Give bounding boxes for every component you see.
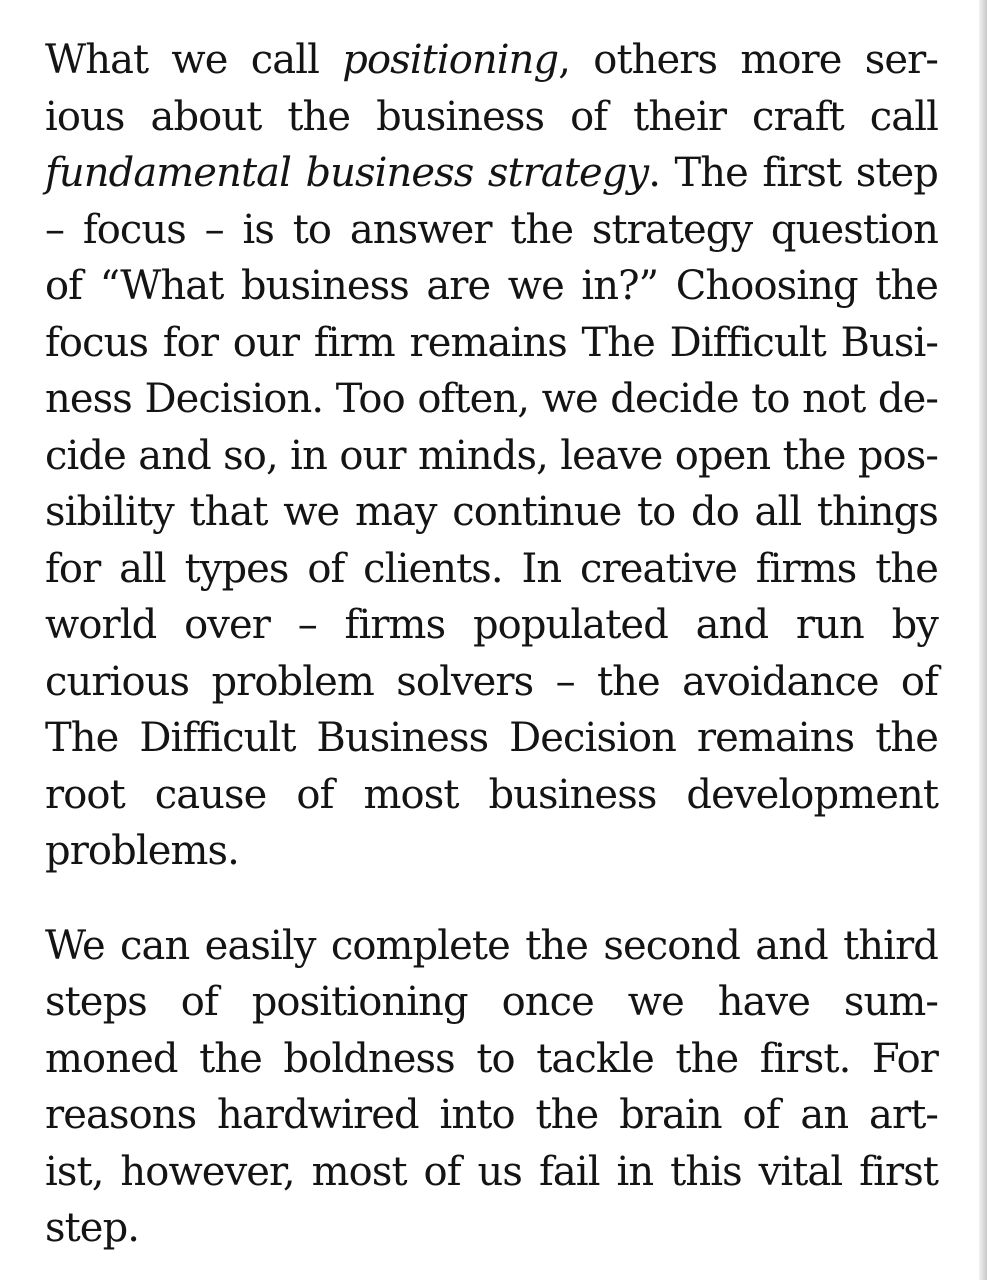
text-line xyxy=(45,484,938,541)
body-text xyxy=(45,32,938,1257)
text-line xyxy=(45,918,938,975)
text-line xyxy=(45,1200,938,1257)
text-segment: focus for our firm remains The Difficult Busi- xyxy=(45,319,938,366)
page-edge-shadow xyxy=(979,0,987,1280)
text-line xyxy=(45,145,938,202)
text-segment: What we call xyxy=(45,37,343,83)
text-line xyxy=(45,710,938,767)
text-segment: moned the boldness to tackle the first. For xyxy=(45,1035,938,1082)
text-segment: ness Decision. Too often, we decide to not de- xyxy=(45,376,938,422)
text-segment: The Difficult Business Decision remains the xyxy=(45,715,938,761)
text-line xyxy=(45,767,938,824)
text-line xyxy=(45,315,938,372)
text-line xyxy=(45,258,938,315)
text-segment: problems. xyxy=(45,828,239,874)
text-segment: , others more ser- xyxy=(558,37,938,83)
text-segment: for all types of clients. In creative firms the xyxy=(45,545,938,592)
italic-text: positioning xyxy=(342,37,559,83)
italic-text: fundamental business strategy xyxy=(45,150,649,196)
text-line xyxy=(45,1031,938,1088)
text-segment: world over – firms populated and run by xyxy=(45,602,938,648)
text-line xyxy=(45,974,938,1031)
paragraph xyxy=(45,32,938,880)
text-segment: We can easily complete the second and third xyxy=(45,922,938,969)
text-segment: ist, however, most of us fail in this vital first xyxy=(45,1148,938,1195)
text-segment: of “What business are we in?” Choosing the xyxy=(45,263,938,309)
text-line xyxy=(45,428,938,485)
text-segment: . The first step xyxy=(648,150,938,196)
text-line xyxy=(45,89,938,146)
text-line xyxy=(45,597,938,654)
text-line xyxy=(45,371,938,428)
text-segment: cide and so, in our minds, leave open the pos- xyxy=(45,432,938,479)
text-line xyxy=(45,1087,938,1144)
text-line xyxy=(45,1144,938,1201)
text-segment: steps of positioning once we have sum- xyxy=(45,979,938,1025)
text-line xyxy=(45,541,938,598)
text-segment: step. xyxy=(45,1205,140,1251)
text-line xyxy=(45,32,938,89)
text-segment: root cause of most business development xyxy=(45,771,938,818)
paragraph xyxy=(45,918,938,1257)
text-segment: reasons hardwired into the brain of an art- xyxy=(45,1092,938,1138)
text-line xyxy=(45,202,938,259)
text-segment: sibility that we may continue to do all things xyxy=(45,489,938,535)
text-line xyxy=(45,823,938,880)
text-segment: curious problem solvers – the avoidance of xyxy=(45,658,938,705)
text-line xyxy=(45,654,938,711)
text-segment: ious about the business of their craft call xyxy=(45,93,938,140)
text-segment: – focus – is to answer the strategy question xyxy=(45,206,938,253)
paragraph-gap xyxy=(45,880,938,918)
